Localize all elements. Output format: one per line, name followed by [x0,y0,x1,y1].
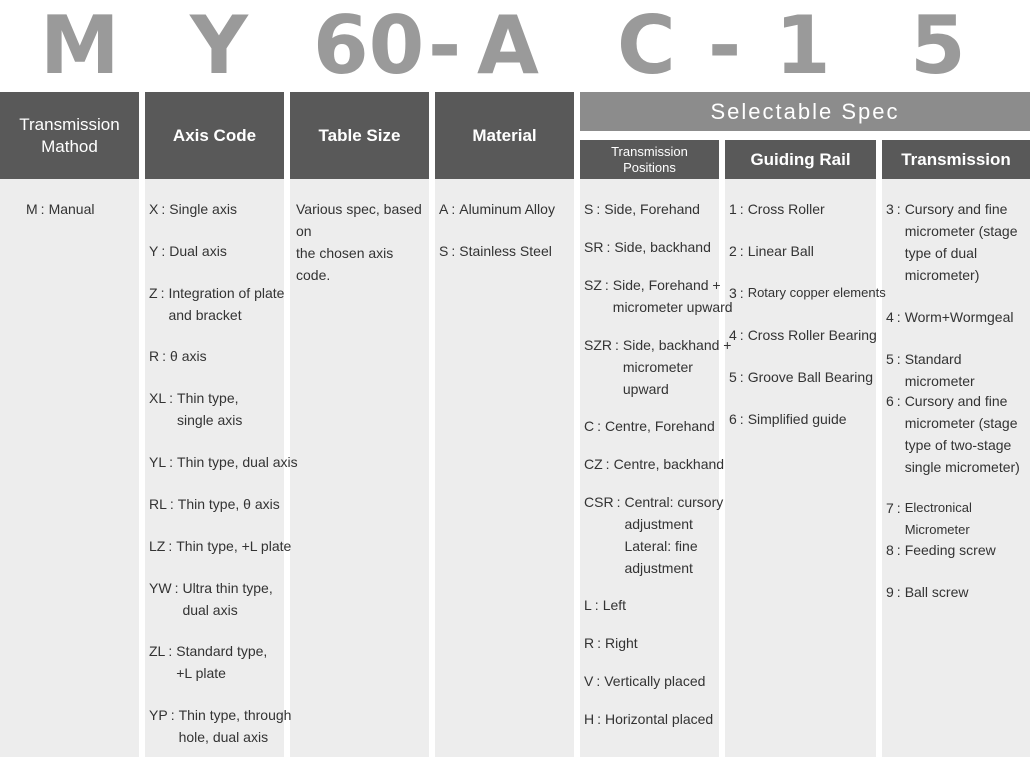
entry-key: 9 [886,584,894,600]
entry-key: R [149,348,160,364]
entry-value: Integration of plate and bracket [168,285,285,323]
list-item [149,451,298,473]
entry-value: Aluminum Alloy [459,201,555,217]
entry-value: Left [602,597,627,613]
list-item [584,491,723,579]
entry-key: 6 [729,411,737,427]
entry-separator: : [597,635,602,651]
list-item [149,640,267,684]
entry-separator: : [739,369,744,385]
entry-separator: : [896,542,901,558]
entry-key: 2 [729,243,737,259]
entry-key: RL [149,496,167,512]
code-char-c: C [617,0,676,92]
entry-key: YL [149,454,167,470]
entry-separator: : [596,673,601,689]
entry-value: Centre, Forehand [605,418,715,434]
entry-value: Central: cursory adjustment Lateral: fine adjustment [624,494,724,576]
entry-separator: : [615,337,619,353]
entry-key: 8 [886,542,894,558]
header-transmission: Transmission [882,140,1030,179]
entry-value: Horizontal placed [605,711,714,727]
entry-value: Centre, backhand [613,456,725,472]
list-item [584,274,733,318]
list-item [149,493,280,515]
entry-value: θ axis [170,348,207,364]
entry-separator: : [896,584,901,600]
entry-separator: : [451,201,456,217]
entry-value: Ball screw [904,584,969,600]
entry-key: XL [149,390,167,406]
list-item [886,581,968,603]
entry-separator: : [896,309,901,325]
list-item [584,198,700,220]
entry-key: 5 [729,369,737,385]
entry-value: Simplified guide [747,411,847,427]
header-selectable-spec: Selectable Spec [580,92,1030,131]
list-item [584,334,731,400]
entry-value: Side, backhand + micrometer upward [622,337,732,397]
entry-key: CZ [584,456,603,472]
entry-separator: : [597,418,602,434]
entry-key: YP [149,707,168,723]
header-transmission-positions: Transmission Positions [580,140,719,179]
list-item [584,594,626,616]
entry-key: CSR [584,494,614,510]
list-item [149,240,227,262]
entry-value: Dual axis [169,243,227,259]
entry-key: 7 [886,500,894,516]
entry-value: Side, backhand [614,239,711,255]
entry-key: X [149,201,159,217]
entry-key: C [584,418,595,434]
entry-key: R [584,635,595,651]
entry-key: Y [149,243,159,259]
entry-separator: : [174,580,179,596]
entry-key: ZL [149,643,166,659]
entry-key: L [584,597,592,613]
list-item [729,324,877,346]
list-item [149,704,291,748]
column-transmission-method [0,179,139,757]
header-material: Material [435,92,574,179]
entry-value: Cursory and fine micrometer (stage type of two-stage single micrometer) [904,393,1020,475]
entry-separator: : [40,201,45,217]
entry-separator: : [597,711,602,727]
code-char-m: M [40,0,120,92]
entry-key: 1 [729,201,737,217]
code-char-dash-1: - [428,0,462,92]
entry-separator: : [739,411,744,427]
header-axis-code: Axis Code [145,92,284,179]
entry-key: SZ [584,277,602,293]
list-item [584,236,711,258]
list-item [149,282,284,326]
entry-value: Thin type, single axis [177,390,243,428]
entry-separator: : [739,201,744,217]
list-item [149,387,242,431]
list-item [729,408,847,430]
entry-value: Cursory and fine micrometer (stage type of dual micrometer) [904,201,1018,283]
column-material [435,179,574,757]
entry-key: Z [149,285,158,301]
entry-key: SR [584,239,604,255]
entry-separator: : [160,285,165,301]
list-item [149,198,237,220]
entry-separator: : [170,707,175,723]
entry-separator: : [896,351,901,367]
list-item [886,539,996,561]
entry-separator: : [169,496,174,512]
entry-key: 4 [886,309,894,325]
code-char-a: A [477,0,539,92]
entry-key: 3 [886,201,894,217]
entry-key: LZ [149,538,166,554]
list-item [439,198,555,220]
entry-key: M [26,201,38,217]
entry-value: Standard type, +L plate [176,643,268,681]
entry-separator: : [896,393,901,409]
table-size-text: Various spec, based on the chosen axis code. [296,201,422,283]
entry-separator: : [161,243,166,259]
entry-value: Manual [48,201,95,217]
entry-key: 4 [729,327,737,343]
entry-separator: : [594,597,599,613]
list-item [886,198,1018,286]
entry-key: S [584,201,594,217]
code-char-dash-2: - [708,0,742,92]
entry-separator: : [168,538,173,554]
list-item [886,390,1020,478]
entry-separator: : [169,390,174,406]
entry-value: Vertically placed [604,673,706,689]
entry-separator: : [616,494,621,510]
entry-value: Feeding screw [904,542,996,558]
list-item [729,366,873,388]
entry-separator: : [606,239,611,255]
entry-value: Standard micrometer [904,351,975,389]
entry-value: Electronical Micrometer [904,500,972,537]
entry-value: Ultra thin type, dual axis [182,580,273,618]
entry-separator: : [169,454,174,470]
list-item [584,453,724,475]
code-char-5: 5 [910,0,966,92]
list-item [26,198,94,220]
code-char-60: 60 [313,0,425,92]
list-item [584,632,638,654]
entry-value: Cross Roller [747,201,825,217]
entry-separator: : [739,285,744,301]
list-item [149,345,207,367]
entry-key: YW [149,580,172,596]
list-item [886,497,1030,541]
header-transmission-method: Transmission Mathod [0,92,139,179]
entry-separator: : [896,500,901,516]
entry-key: 3 [729,285,737,301]
entry-value: Rotary copper elements [747,285,886,300]
list-item [439,240,552,262]
entry-value: Side, Forehand + micrometer upward [612,277,733,315]
entry-value: Right [605,635,638,651]
entry-separator: : [605,456,610,472]
entry-separator: : [739,327,744,343]
list-item [886,306,1013,328]
entry-key: V [584,673,594,689]
entry-value: Thin type, θ axis [177,496,280,512]
entry-value: Side, Forehand [604,201,700,217]
entry-value: Single axis [169,201,237,217]
list-item [584,708,713,730]
entry-separator: : [168,643,173,659]
entry-value: Stainless Steel [459,243,552,259]
entry-separator: : [604,277,609,293]
entry-separator: : [896,201,901,217]
header-guiding-rail: Guiding Rail [725,140,876,179]
entry-key: H [584,711,595,727]
list-item [584,670,705,692]
entry-value: Thin type, dual axis [177,454,298,470]
entry-value: Groove Ball Bearing [747,369,873,385]
header-table-size: Table Size [290,92,429,179]
list-item [149,577,273,621]
entry-separator: : [162,348,167,364]
list-item [729,282,886,304]
entry-key: S [439,243,449,259]
entry-key: A [439,201,449,217]
entry-key: 6 [886,393,894,409]
list-item [584,415,715,437]
entry-value: Linear Ball [747,243,814,259]
list-item [886,348,1030,392]
entry-value: Worm+Wormgeal [904,309,1014,325]
list-item [729,240,814,262]
entry-value: Cross Roller Bearing [747,327,877,343]
entry-separator: : [596,201,601,217]
column-guiding-rail [725,179,876,757]
list-item [149,535,291,557]
list-item [729,198,825,220]
entry-key: SZR [584,337,612,353]
entry-separator: : [739,243,744,259]
entry-key: 5 [886,351,894,367]
code-char-y: Y [190,0,248,92]
entry-value: Thin type, through hole, dual axis [178,707,292,745]
entry-separator: : [451,243,456,259]
entry-value: Thin type, +L plate [176,538,292,554]
code-char-1: 1 [775,0,831,92]
entry-separator: : [161,201,166,217]
